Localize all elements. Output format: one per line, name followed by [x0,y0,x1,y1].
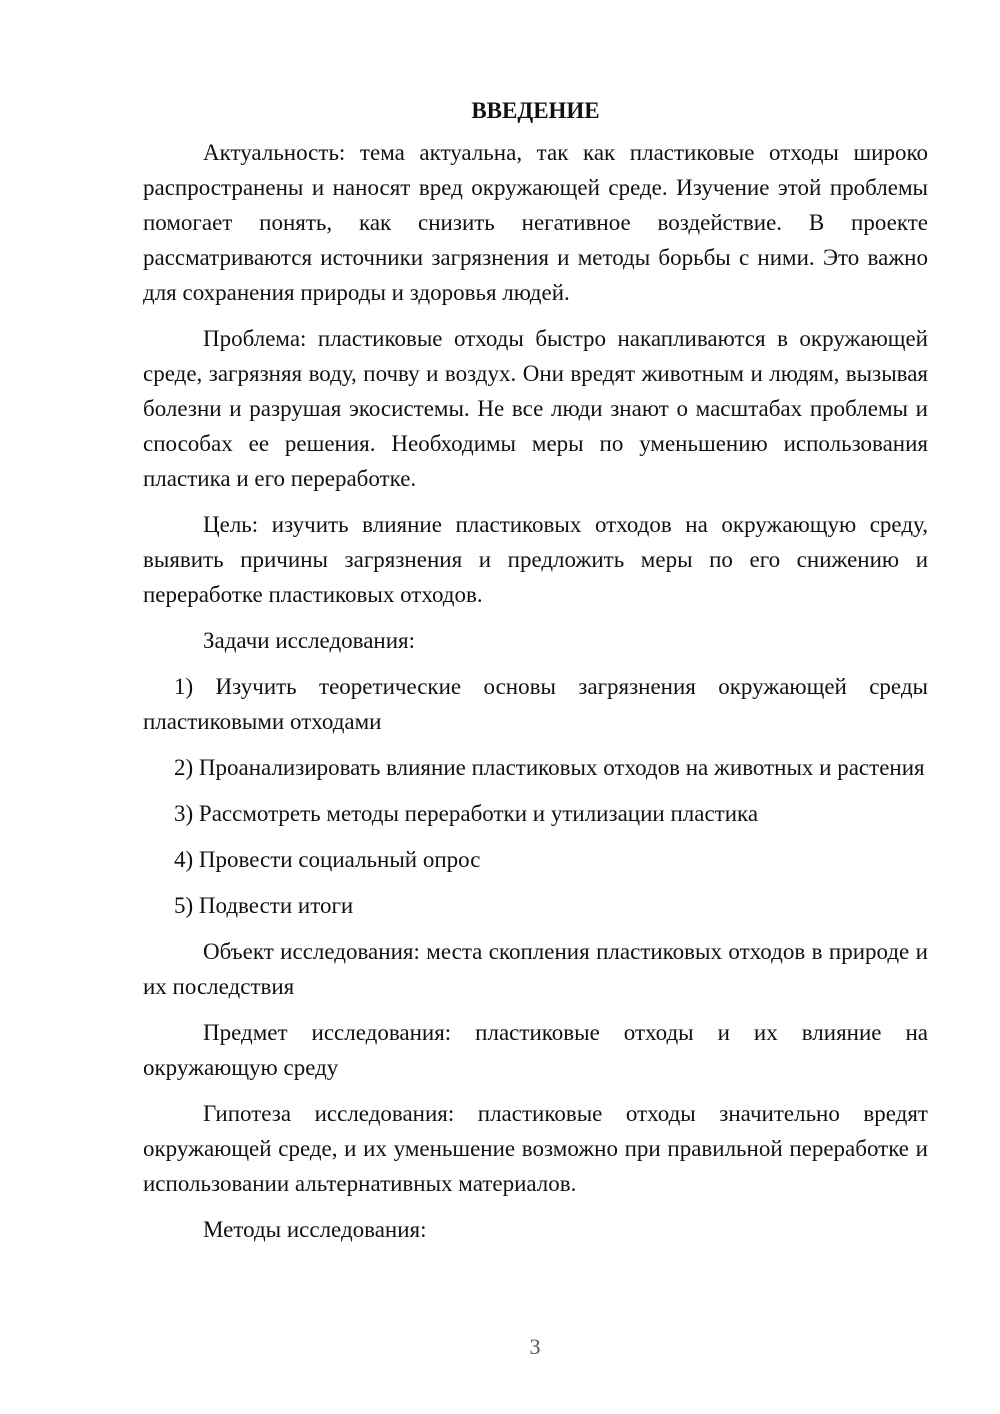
object-paragraph: Объект исследования: места скопления пластиковых отходов в природе и их последствия [143,939,928,999]
task-item: 5) Подвести итоги [174,893,354,918]
section-heading: ВВЕДЕНИЕ [471,98,600,123]
task-item: 2) Проанализировать влияние пластиковых отходов на животных и растения [174,755,925,780]
problem-paragraph: Проблема: пластиковые отходы быстро накапливаются в окружающей среде, загрязняя воду, почву и воздух. Они вредят животным и людям, вызывая болезни и разрушая экосистемы. Не все люди знают о масштабах проблемы и способах ее решения. Необходимы меры по уменьшению использования пластика и его переработке. [143,326,928,491]
hypothesis-paragraph: Гипотеза исследования: пластиковые отходы значительно вредят окружающей среде, и их уменьшение возможно при правильной переработке и использовании альтернативных материалов. [143,1101,928,1196]
methods-title: Методы исследования: [203,1217,427,1242]
subject-paragraph: Предмет исследования: пластиковые отходы и их влияние на окружающую среду [143,1020,928,1080]
goal-paragraph: Цель: изучить влияние пластиковых отходов на окружающую среду, выявить причины загрязнения и предложить меры по его снижению и переработке пластиковых отходов. [143,512,928,607]
relevance-paragraph: Актуальность: тема актуальна, так как пластиковые отходы широко распространены и наносят вред окружающей среде. Изучение этой проблемы помогает понять, как снизить негативное воздействие. В проекте рассматриваются источники загрязнения и методы борьбы с ними. Это важно для сохранения природы и здоровья людей. [143,140,928,305]
tasks-title: Задачи исследования: [203,628,416,653]
task-item: 1) Изучить теоретические основы загрязнения окружающей среды пластиковыми отходами [143,674,928,734]
page-number: 3 [529,1334,541,1359]
task-item: 3) Рассмотреть методы переработки и утилизации пластика [174,801,759,826]
page-content [143,93,928,1258]
task-item: 4) Провести социальный опрос [174,847,481,872]
